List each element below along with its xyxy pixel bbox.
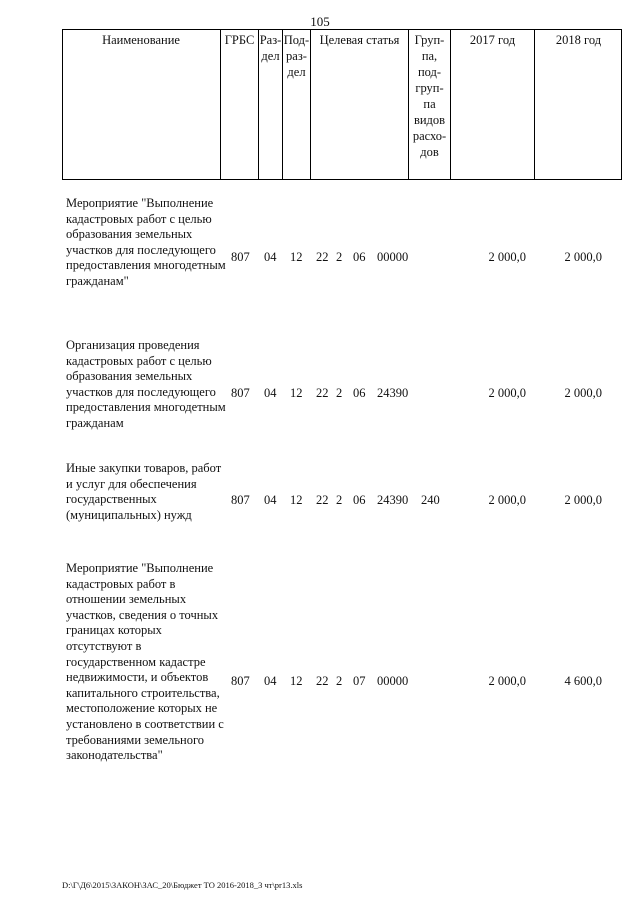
- row-name: Иные закупки товаров, работ и услуг для обеспечения государственных (муниципальных) нужд: [66, 461, 222, 522]
- row-2017: 2 000,0: [488, 674, 526, 688]
- row-target-main-event: 06: [353, 250, 366, 264]
- row-grbs: 807: [231, 674, 250, 688]
- row-target-main-event: 07: [353, 674, 366, 688]
- row-podrazdel: 12: [290, 493, 303, 507]
- row-target-main-event: 06: [353, 493, 366, 507]
- header-2018: 2018 год: [534, 29, 622, 180]
- row-2017: 2 000,0: [488, 250, 526, 264]
- header-group: Груп- па, под- груп- па видов расхо- дов: [408, 29, 450, 180]
- row-grbs: 807: [231, 250, 250, 264]
- row-2018: 4 600,0: [564, 674, 602, 688]
- row-target-subprogram: 2: [336, 674, 343, 688]
- row-2017: 2 000,0: [488, 493, 526, 507]
- row-target-direction: 24390: [377, 386, 409, 400]
- row-grbs: 807: [231, 493, 250, 507]
- row-grbs: 807: [231, 386, 250, 400]
- row-2018: 2 000,0: [564, 493, 602, 507]
- row-target-program: 22: [316, 386, 329, 400]
- row-razdel: 04: [264, 493, 277, 507]
- row-target-direction: 24390: [377, 493, 409, 507]
- row-target-program: 22: [316, 674, 329, 688]
- row-razdel: 04: [264, 674, 277, 688]
- header-grbs: ГРБС: [220, 29, 258, 180]
- file-path-footer: D:\Г\Д6\2015\ЗАКОН\ЗАС_20\Бюджет ТО 2016-2018_3 чт\pr13.xls: [62, 880, 303, 890]
- row-name: Организация проведения кадастровых работ с целью образования земельных участков для последующего предоставления многодетным гражданам: [66, 338, 226, 430]
- row-target-main-event: 06: [353, 386, 366, 400]
- header-razdel: Раз- дел: [258, 29, 282, 180]
- header-podrazdel: Под- раз- дел: [282, 29, 310, 180]
- row-target-direction: 00000: [377, 250, 409, 264]
- header-target: Целевая статья: [310, 29, 408, 180]
- row-group: 240: [421, 493, 440, 507]
- row-target-program: 22: [316, 493, 329, 507]
- row-razdel: 04: [264, 250, 277, 264]
- row-name: Мероприятие "Выполнение кадастровых работ с целью образования земельных участков для последующего предоставления многодетным гражданам": [66, 196, 226, 288]
- row-razdel: 04: [264, 386, 277, 400]
- row-2017: 2 000,0: [488, 386, 526, 400]
- page-number: 105: [310, 14, 330, 29]
- row-target-subprogram: 2: [336, 493, 343, 507]
- row-target-program: 22: [316, 250, 329, 264]
- row-2018: 2 000,0: [564, 386, 602, 400]
- row-target-subprogram: 2: [336, 386, 343, 400]
- table-header: [62, 29, 622, 180]
- header-name: Наименование: [102, 33, 180, 47]
- row-2018: 2 000,0: [564, 250, 602, 264]
- header-2017: 2017 год: [450, 29, 534, 180]
- row-podrazdel: 12: [290, 386, 303, 400]
- row-name: Мероприятие "Выполнение кадастровых работ в отношении земельных участков, сведения о точных границах которых отсутствуют в государственном кадастре недвижимости, и объектов капитального строительства, местоположение которых не установлено в соответствии с требованиями земельного законодательства": [66, 561, 224, 763]
- row-target-direction: 00000: [377, 674, 409, 688]
- row-podrazdel: 12: [290, 250, 303, 264]
- row-target-subprogram: 2: [336, 250, 343, 264]
- row-podrazdel: 12: [290, 674, 303, 688]
